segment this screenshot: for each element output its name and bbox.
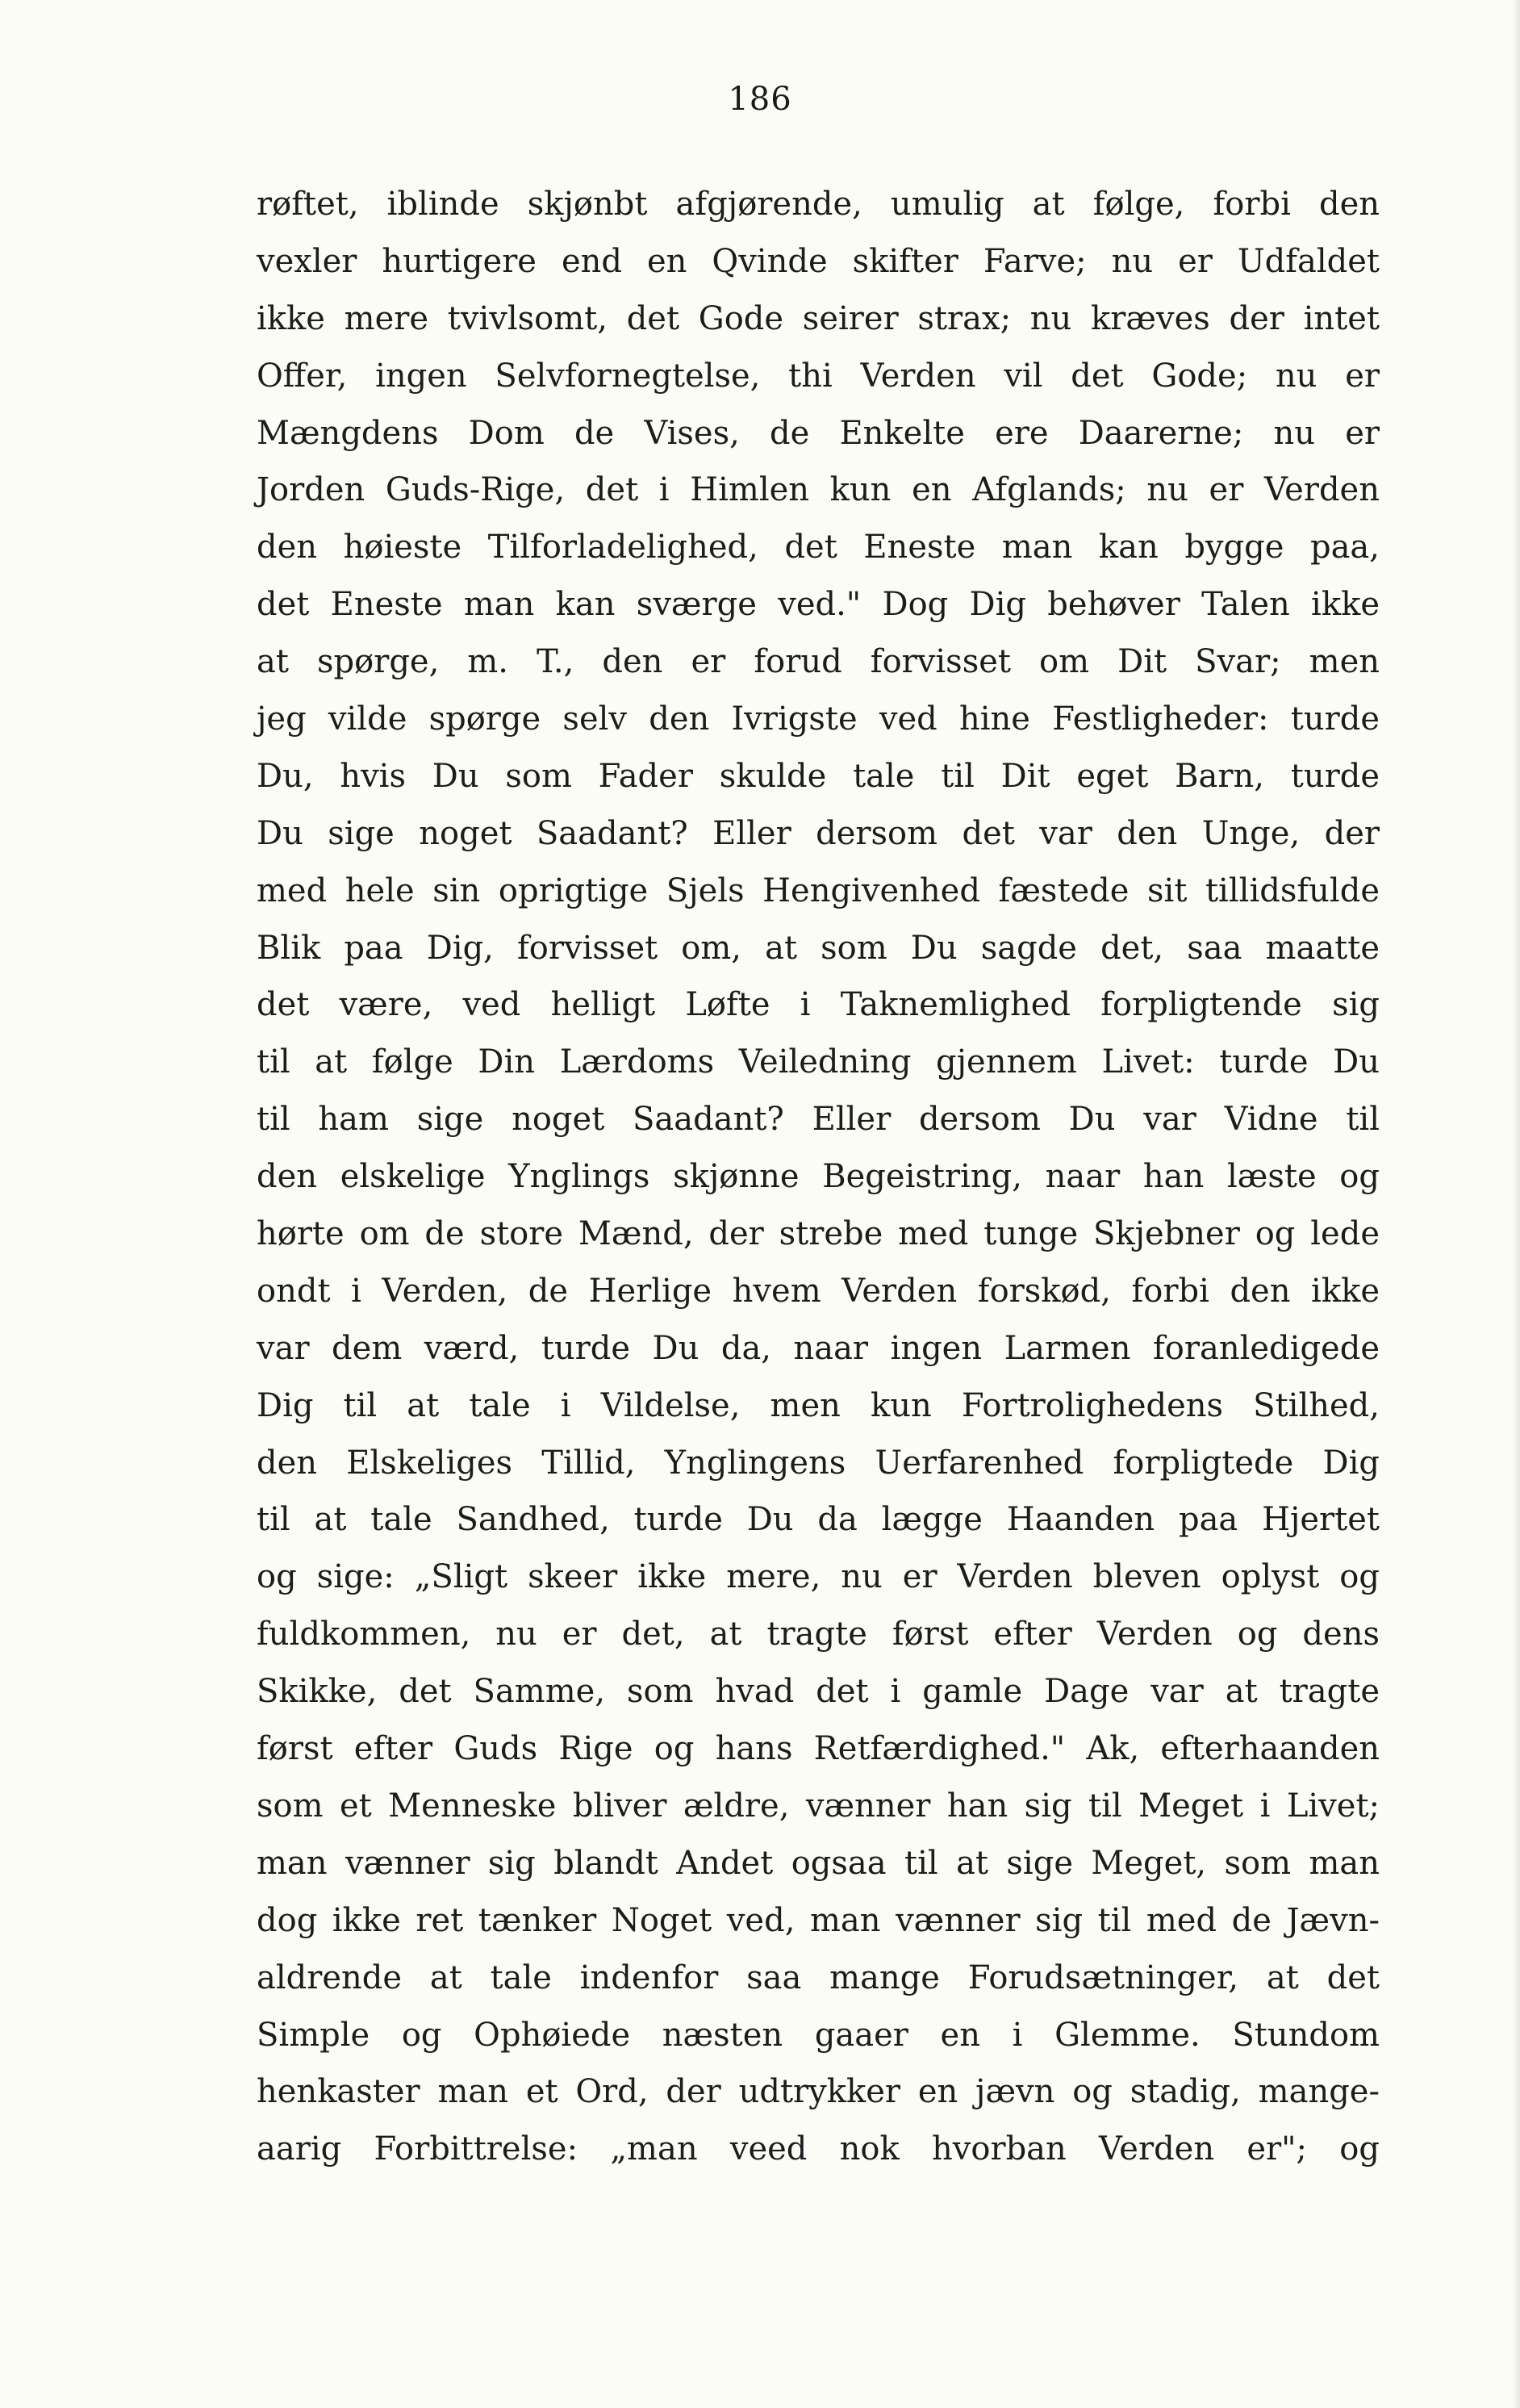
text-line: Dig til at tale i Vildelse, men kun Fortrolighedens Stilhed, [257, 1386, 1380, 1424]
text-line: var dem værd, turde Du da, naar ingen Larmen foranledigede [257, 1329, 1380, 1367]
text-line: den elskelige Ynglings skjønne Begeistring, naar han læste og [257, 1158, 1380, 1196]
text-line: til at følge Din Lærdoms Veiledning gjennem Livet: turde Du [257, 1043, 1380, 1081]
text-line: jeg vilde spørge selv den Ivrigste ved hine Festligheder: turde [257, 700, 1380, 738]
text-line: den Elskeliges Tillid, Ynglingens Uerfarenhed forpligtede Dig [257, 1444, 1380, 1482]
text-line: til at tale Sandhed, turde Du da lægge Haanden paa Hjertet [257, 1501, 1380, 1539]
text-line: som et Menneske bliver ældre, vænner han sig til Meget i Livet; [257, 1787, 1380, 1825]
text-line: at spørge, m. T., den er forud forvisset om Dit Svar; men [257, 643, 1380, 681]
text-line: ondt i Verden, de Herlige hvem Verden forskød, forbi den ikke [257, 1272, 1380, 1310]
text-line: dog ikke ret tænker Noget ved, man vænner sig til med de Jævn- [257, 1901, 1380, 1939]
text-line: ikke mere tvivlsomt, det Gode seirer strax; nu kræves der intet [257, 299, 1380, 337]
text-line: fuldkommen, nu er det, at tragte først efter Verden og dens [257, 1616, 1380, 1653]
page-number: 186 [728, 81, 792, 118]
text-line: Du, hvis Du som Fader skulde tale til Dit eget Barn, turde [257, 757, 1380, 795]
text-line: Skikke, det Samme, som hvad det i gamle Dage var at tragte [257, 1673, 1380, 1711]
text-line: man vænner sig blandt Andet ogsaa til at sige Meget, som man [257, 1844, 1380, 1882]
text-line: røftet, iblinde skjønbt afgjørende, umulig at følge, forbi den [257, 186, 1380, 223]
text-line: vexler hurtigere end en Qvinde skifter Farve; nu er Udfaldet [257, 242, 1380, 280]
body-text [257, 176, 1380, 2178]
text-line: med hele sin oprigtige Sjels Hengivenhed fæstede sit tillidsfulde [257, 872, 1380, 909]
text-line: Jorden Guds-Rige, det i Himlen kun en Afglands; nu er Verden [257, 471, 1380, 509]
text-line: den høieste Tilforladelighed, det Eneste man kan bygge paa, [257, 529, 1380, 566]
text-line: Blik paa Dig, forvisset om, at som Du sagde det, saa maatte [257, 929, 1380, 967]
text-line: aldrende at tale indenfor saa mange Forudsætninger, at det [257, 1959, 1380, 1996]
text-line: og sige: „Sligt skeer ikke mere, nu er Verden bleven oplyst og [257, 1558, 1380, 1596]
text-line: det være, ved helligt Løfte i Taknemlighed forpligtende sig [257, 986, 1380, 1024]
text-line: henkaster man et Ord, der udtrykker en jævn og stadig, mange- [257, 2073, 1380, 2111]
text-line: Simple og Ophøiede næsten gaaer en i Glemme. Stundom [257, 2016, 1380, 2054]
text-line: Du sige noget Saadant? Eller dersom det var den Unge, der [257, 814, 1380, 852]
text-line: aarig Forbittrelse: „man veed nok hvorban Verden er"; og [257, 2130, 1380, 2168]
text-line: først efter Guds Rige og hans Retfærdighed." Ak, efterhaanden [257, 1730, 1380, 1768]
text-line: det Eneste man kan sværge ved." Dog Dig behøver Talen ikke [257, 586, 1380, 624]
text-line: hørte om de store Mænd, der strebe med tunge Skjebner og lede [257, 1215, 1380, 1253]
page-edge [1512, 0, 1520, 2408]
text-line: Mængdens Dom de Vises, de Enkelte ere Daarerne; nu er [257, 414, 1380, 452]
text-line: Offer, ingen Selvfornegtelse, thi Verden vil det Gode; nu er [257, 357, 1380, 395]
text-line: til ham sige noget Saadant? Eller dersom Du var Vidne til [257, 1101, 1380, 1139]
